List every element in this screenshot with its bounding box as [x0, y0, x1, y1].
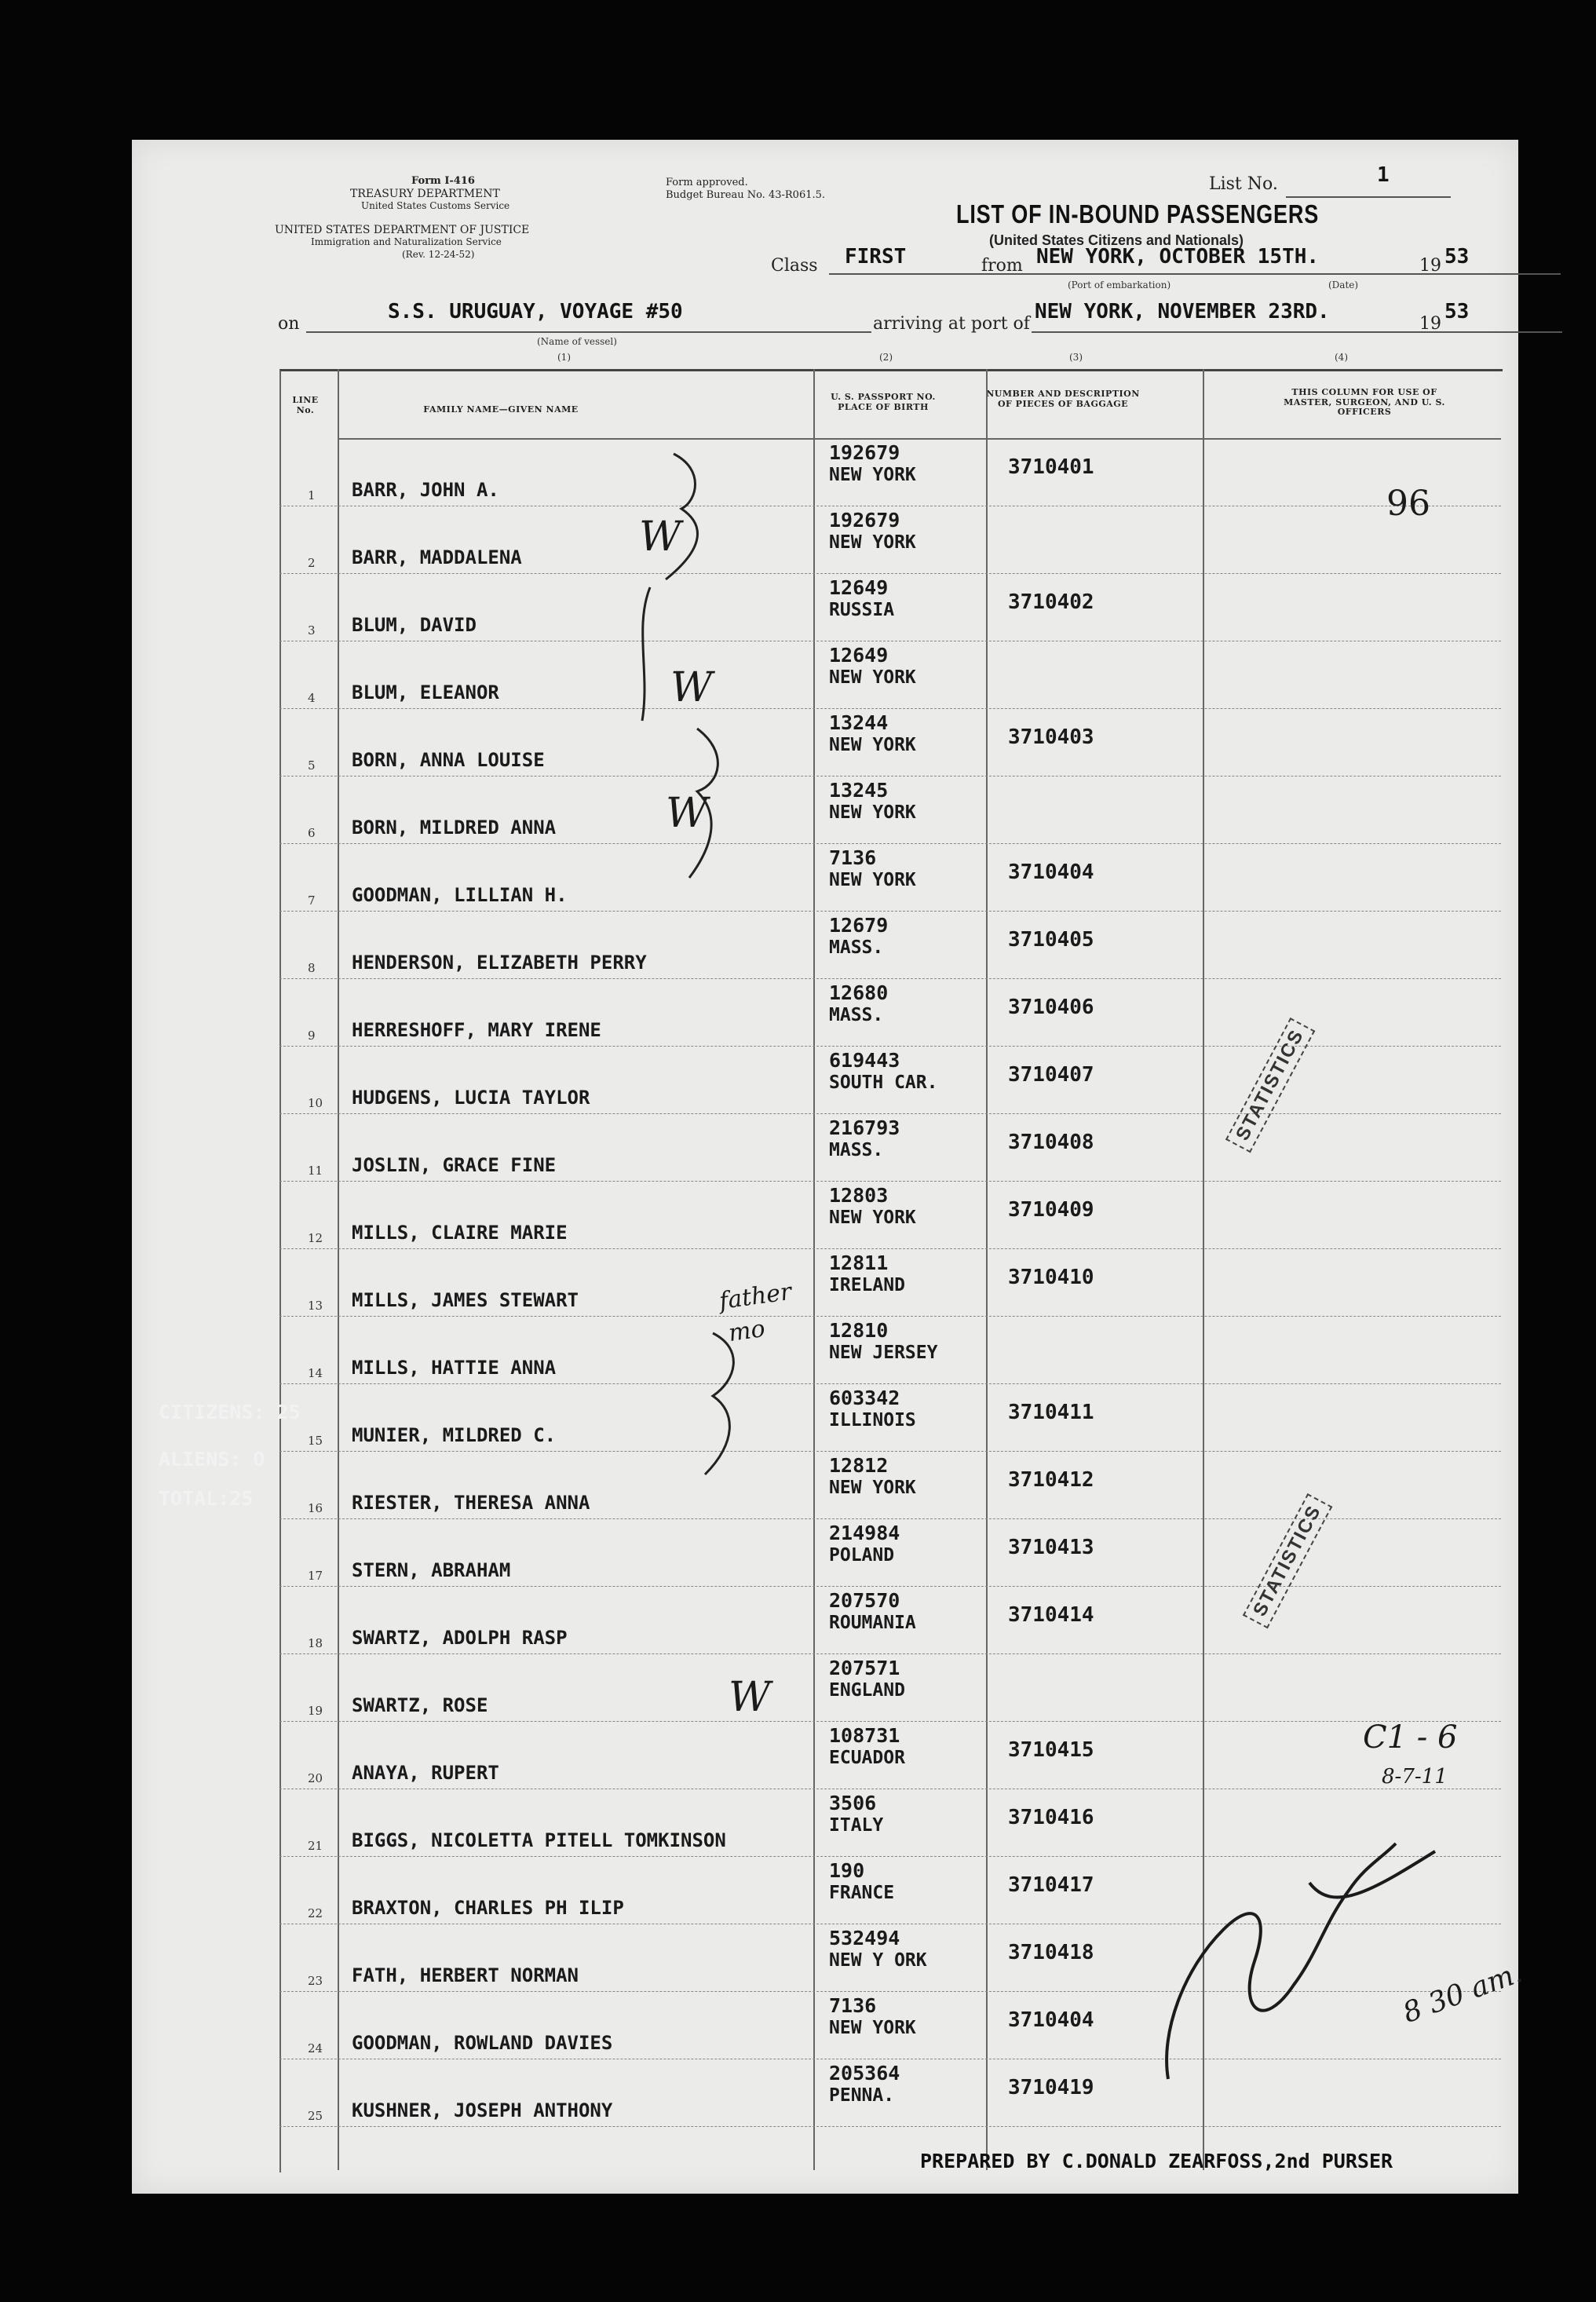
list-no-label: List No.: [1209, 174, 1278, 194]
statistics-stamp-1: STATISTICS: [1225, 1018, 1316, 1153]
place-of-birth: MASS.: [829, 1140, 884, 1160]
place-of-birth: ENGLAND: [829, 1680, 905, 1701]
vessel-name: S.S. URUGUAY, VOYAGE #50: [388, 300, 683, 323]
baggage-number: 3710405: [1008, 928, 1094, 952]
passenger-name: MUNIER, MILDRED C.: [352, 1424, 557, 1446]
from-underline: [1027, 273, 1561, 275]
passenger-name: GOODMAN, ROWLAND DAVIES: [352, 2032, 613, 2054]
hand-father: father: [718, 1277, 794, 1316]
vessel-caption: (Name of vessel): [537, 336, 617, 347]
approval-line-2: Budget Bureau No. 43-R061.5.: [666, 189, 826, 201]
passport-number: 190: [829, 1859, 865, 1882]
form-number: Form I-416: [411, 175, 475, 187]
passport-number: 603342: [829, 1387, 900, 1409]
place-of-birth: ROUMANIA: [829, 1613, 916, 1633]
row-line-number: 20: [308, 1771, 323, 1785]
passenger-name: HERRESHOFF, MARY IRENE: [352, 1019, 601, 1041]
passenger-name: BRAXTON, CHARLES PH ILIP: [352, 1897, 624, 1919]
place-of-birth: IRELAND: [829, 1275, 905, 1295]
row-line-number: 18: [308, 1636, 323, 1650]
form-title: LIST OF IN-BOUND PASSENGERS: [956, 199, 1320, 228]
row-line-number: 1: [308, 488, 316, 502]
hand-w-4: W: [729, 1674, 771, 1721]
passenger-name: BLUM, DAVID: [352, 614, 477, 636]
baggage-number: 3710418: [1008, 1941, 1094, 1964]
passenger-name: RIESTER, THERESA ANNA: [352, 1492, 590, 1514]
table-row: [279, 641, 1501, 708]
place-of-birth: MASS.: [829, 1005, 884, 1025]
place-of-birth: NEW YORK: [829, 870, 916, 890]
list-no-value: 1: [1377, 163, 1390, 187]
table-row: [279, 506, 1501, 573]
row-line-number: 5: [308, 758, 316, 773]
place-of-birth: ILLINOIS: [829, 1410, 916, 1431]
row-line-number: 11: [308, 1164, 323, 1178]
baggage-number: 3710409: [1008, 1198, 1094, 1222]
year-prefix-1: 19: [1419, 256, 1441, 276]
row-line-number: 16: [308, 1501, 323, 1515]
passenger-name: ANAYA, RUPERT: [352, 1762, 499, 1784]
row-line-number: 19: [308, 1704, 323, 1718]
place-of-birth: SOUTH CAR.: [829, 1072, 938, 1093]
place-of-birth: MASS.: [829, 937, 884, 958]
list-no-underline: [1286, 196, 1451, 198]
citizens-total: CITIZENS: 25: [159, 1401, 301, 1423]
place-of-birth: NEW YORK: [829, 1208, 916, 1228]
passport-number: 207570: [829, 1589, 900, 1612]
row-line-number: 3: [308, 623, 316, 638]
col-header-line: LINE No.: [292, 395, 319, 415]
aliens-total: ALIENS: O: [159, 1448, 265, 1471]
baggage-number: 3710401: [1008, 455, 1094, 479]
hand-time: 8 30 am.: [1398, 1957, 1527, 2030]
col-header-baggage: NUMBER AND DESCRIPTION OF PIECES OF BAGGAGE: [986, 389, 1140, 409]
approval-line-1: Form approved.: [666, 177, 748, 188]
place-of-birth: ITALY: [829, 1815, 884, 1836]
passport-number: 12649: [829, 576, 889, 599]
table-row: [279, 1586, 1501, 1653]
table-row: [279, 776, 1501, 843]
statistics-stamp-2: STATISTICS: [1243, 1493, 1333, 1629]
table-row: [279, 1653, 1501, 1721]
row-line-number: 8: [308, 961, 316, 975]
passenger-name: KUSHNER, JOSEPH ANTHONY: [352, 2099, 613, 2121]
row-line-number: 22: [308, 1906, 323, 1920]
passenger-name: GOODMAN, LILLIAN H.: [352, 884, 568, 906]
class-value: FIRST: [845, 245, 907, 269]
place-of-birth: NEW YORK: [829, 532, 916, 553]
place-of-birth: NEW YORK: [829, 465, 916, 485]
passport-number: 192679: [829, 509, 900, 532]
passenger-name: BORN, ANNA LOUISE: [352, 749, 545, 771]
prepared-by: PREPARED BY C.DONALD ZEARFOSS,2nd PURSER: [920, 2150, 1393, 2172]
col-num-4: (4): [1335, 352, 1348, 363]
baggage-number: 3710412: [1008, 1468, 1094, 1492]
baggage-number: 3710413: [1008, 1536, 1094, 1559]
baggage-number: 3710408: [1008, 1131, 1094, 1154]
passenger-name: BLUM, ELEANOR: [352, 681, 499, 703]
arrival-underline: [1032, 331, 1562, 333]
hand-c1: C1 - 6: [1363, 1719, 1458, 1756]
table-row: [279, 708, 1501, 776]
arriving-label: arriving at port of: [873, 314, 1030, 334]
baggage-number: 3710419: [1008, 2076, 1094, 2099]
year-value-2: 53: [1444, 300, 1470, 323]
table-row: [279, 1046, 1501, 1113]
passenger-name: SWARTZ, ADOLPH RASP: [352, 1627, 568, 1649]
passport-number: 532494: [829, 1927, 900, 1949]
table-row: [279, 843, 1501, 911]
passport-number: 12810: [829, 1319, 889, 1342]
table-row: [279, 978, 1501, 1046]
baggage-number: 3710416: [1008, 1806, 1094, 1829]
table-row: [279, 438, 1501, 506]
form-subtitle: (United States Citizens and Nationals): [989, 232, 1244, 248]
passport-number: 12680: [829, 981, 889, 1004]
table-row: [279, 911, 1501, 978]
place-of-birth: NEW YORK: [829, 735, 916, 755]
hand-date: 8-7-11: [1382, 1765, 1448, 1789]
vessel-underline: [306, 331, 871, 333]
passenger-name: MILLS, JAMES STEWART: [352, 1289, 579, 1311]
passenger-name: BORN, MILDRED ANNA: [352, 817, 557, 839]
row-line-number: 15: [308, 1434, 323, 1448]
passport-number: 13244: [829, 711, 889, 734]
passport-number: 207571: [829, 1657, 900, 1679]
baggage-number: 3710411: [1008, 1401, 1094, 1424]
row-line-number: 25: [308, 2109, 323, 2123]
row-line-number: 2: [308, 556, 316, 570]
baggage-number: 3710404: [1008, 2008, 1094, 2032]
year-value-1: 53: [1444, 245, 1470, 269]
form-sheet: [132, 140, 1527, 2194]
place-of-birth: PENNA.: [829, 2085, 895, 2106]
mark-96: 96: [1386, 484, 1430, 524]
place-of-birth: FRANCE: [829, 1883, 895, 1903]
passport-number: 12811: [829, 1251, 889, 1274]
port-embarkation-caption: (Port of embarkation): [1068, 280, 1171, 290]
on-label: on: [278, 314, 300, 334]
place-of-birth: ECUADOR: [829, 1748, 905, 1768]
passport-number: 12812: [829, 1454, 889, 1477]
passenger-name: STERN, ABRAHAM: [352, 1559, 511, 1581]
hand-w-2: W: [670, 664, 713, 711]
passport-number: 7136: [829, 846, 877, 869]
baggage-number: 3710417: [1008, 1873, 1094, 1897]
passenger-name: BARR, JOHN A.: [352, 479, 499, 501]
passenger-name: MILLS, HATTIE ANNA: [352, 1357, 557, 1379]
row-line-number: 10: [308, 1096, 323, 1110]
grand-total: TOTAL:25: [159, 1487, 254, 1510]
hand-w-1: W: [639, 513, 681, 561]
passenger-name: BIGGS, NICOLETTA PITELL TOMKINSON: [352, 1829, 726, 1851]
row-rule: [279, 2126, 1501, 2127]
table-row: [279, 573, 1501, 641]
row-line-number: 7: [308, 893, 316, 908]
row-line-number: 9: [308, 1029, 316, 1043]
row-line-number: 6: [308, 826, 316, 840]
place-of-birth: NEW YORK: [829, 667, 916, 688]
passenger-name: BARR, MADDALENA: [352, 546, 522, 568]
place-of-birth: NEW YORK: [829, 2018, 916, 2038]
col-num-3: (3): [1069, 352, 1083, 363]
table-row: [279, 1248, 1501, 1316]
place-of-birth: NEW YORK: [829, 1478, 916, 1498]
row-line-number: 13: [308, 1299, 323, 1313]
passport-number: 13245: [829, 779, 889, 802]
col-num-2: (2): [879, 352, 893, 363]
baggage-number: 3710407: [1008, 1063, 1094, 1087]
passport-number: 7136: [829, 1994, 877, 2017]
row-line-number: 23: [308, 1974, 323, 1988]
baggage-number: 3710414: [1008, 1603, 1094, 1627]
table-row: [279, 1383, 1501, 1451]
hand-mother: mo: [726, 1314, 767, 1348]
agency-ins: Immigration and Naturalization Service: [311, 236, 502, 247]
baggage-number: 3710410: [1008, 1266, 1094, 1289]
passenger-name: MILLS, CLAIRE MARIE: [352, 1222, 568, 1244]
passenger-name: HUDGENS, LUCIA TAYLOR: [352, 1087, 590, 1109]
place-of-birth: NEW YORK: [829, 802, 916, 823]
passenger-name: FATH, HERBERT NORMAN: [352, 1964, 579, 1986]
place-of-birth: NEW JERSEY: [829, 1343, 938, 1363]
passport-number: 192679: [829, 441, 900, 464]
agency-justice: UNITED STATES DEPARTMENT OF JUSTICE: [275, 224, 530, 236]
row-line-number: 4: [308, 691, 316, 705]
passenger-name: SWARTZ, ROSE: [352, 1694, 488, 1716]
row-line-number: 14: [308, 1366, 323, 1380]
from-label: from: [981, 256, 1023, 276]
passport-number: 205364: [829, 2062, 900, 2085]
passport-number: 214984: [829, 1522, 900, 1544]
hand-w-3: W: [666, 790, 708, 837]
col-header-officers: THIS COLUMN FOR USE OF MASTER, SURGEON, AND U. S. OFFICERS: [1284, 387, 1445, 418]
passport-number: 108731: [829, 1724, 900, 1747]
baggage-number: 3710403: [1008, 725, 1094, 749]
col-header-passport: U. S. PASSPORT NO. PLACE OF BIRTH: [831, 392, 936, 412]
baggage-number: 3710415: [1008, 1738, 1094, 1762]
from-value: NEW YORK, OCTOBER 15TH.: [1036, 245, 1320, 269]
passenger-name: JOSLIN, GRACE FINE: [352, 1154, 557, 1176]
year-prefix-2: 19: [1419, 314, 1441, 334]
place-of-birth: NEW Y ORK: [829, 1950, 927, 1971]
col-num-1: (1): [557, 352, 571, 363]
place-of-birth: RUSSIA: [829, 600, 895, 620]
row-line-number: 24: [308, 2041, 323, 2055]
passport-number: 12679: [829, 914, 889, 937]
baggage-number: 3710402: [1008, 590, 1094, 614]
row-line-number: 21: [308, 1839, 323, 1853]
table-row: [279, 1316, 1501, 1383]
bracket-scribbles-2: [681, 1314, 776, 1553]
agency-customs: United States Customs Service: [361, 200, 510, 211]
signature-flourish: [1137, 1796, 1451, 2095]
place-of-birth: POLAND: [829, 1545, 895, 1566]
table-row: [279, 1181, 1501, 1248]
arrival-port: NEW YORK, NOVEMBER 23RD.: [1035, 300, 1330, 323]
agency-treasury: TREASURY DEPARTMENT: [350, 188, 500, 200]
table-row: [279, 1721, 1501, 1789]
passport-number: 3506: [829, 1792, 877, 1814]
passport-number: 619443: [829, 1049, 900, 1072]
date-caption: (Date): [1328, 280, 1359, 290]
baggage-number: 3710406: [1008, 996, 1094, 1019]
row-line-number: 12: [308, 1231, 323, 1245]
passenger-name: HENDERSON, ELIZABETH PERRY: [352, 952, 647, 974]
col-header-name: FAMILY NAME—GIVEN NAME: [423, 404, 579, 415]
passport-number: 12803: [829, 1184, 889, 1207]
form-revision: (Rev. 12-24-52): [402, 249, 475, 260]
baggage-number: 3710404: [1008, 861, 1094, 884]
passport-number: 12649: [829, 644, 889, 667]
table-row: [279, 1113, 1501, 1181]
bracket-scribbles: [619, 438, 744, 1208]
class-label: Class: [771, 256, 818, 276]
row-line-number: 17: [308, 1569, 323, 1583]
passport-number: 216793: [829, 1116, 900, 1139]
